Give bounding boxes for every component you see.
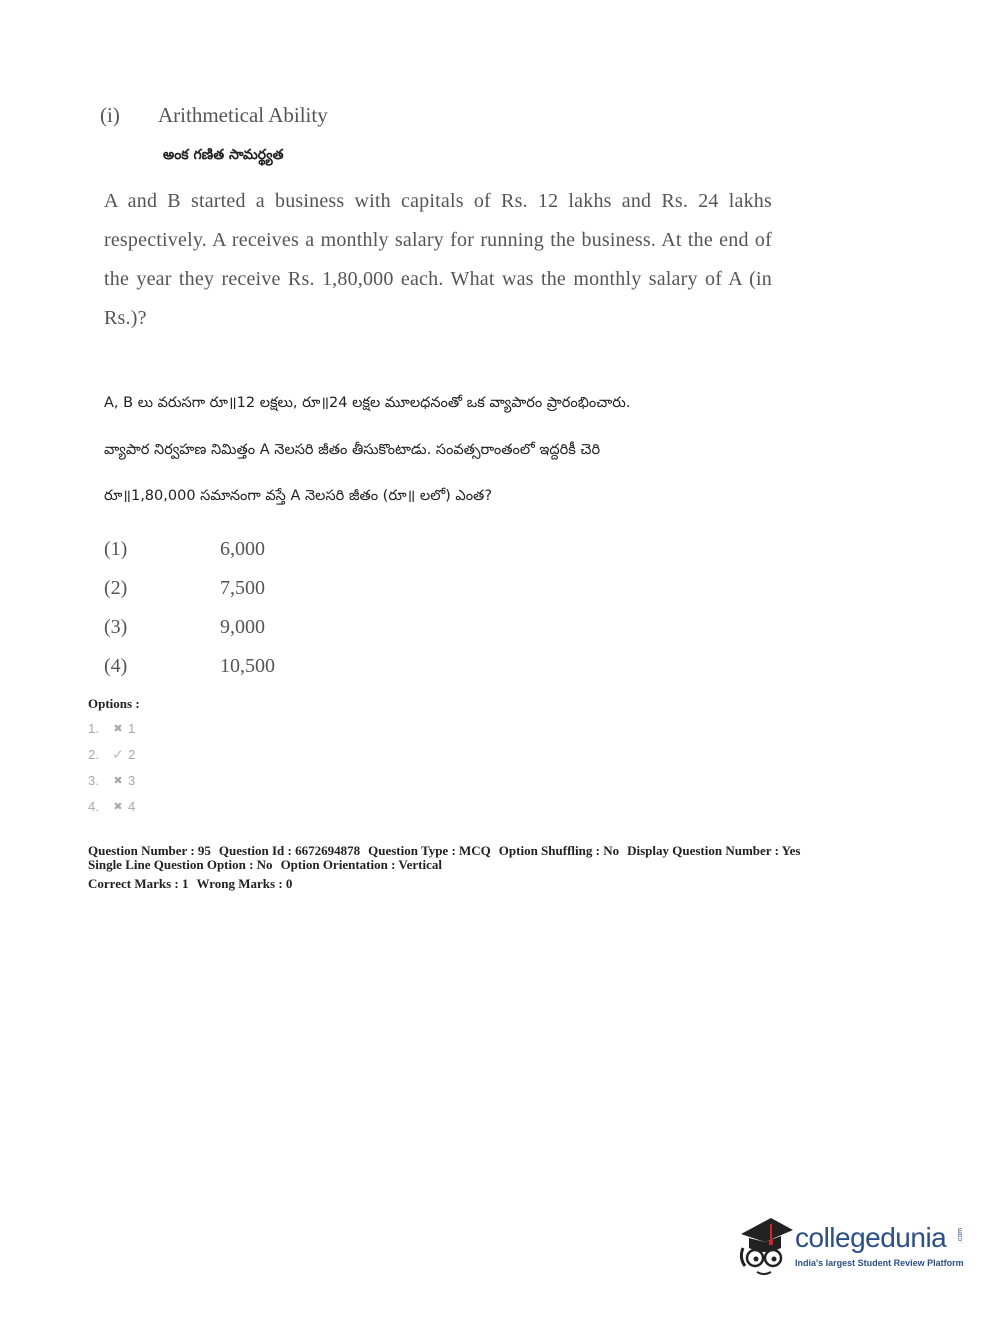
choice-number: (4) — [104, 655, 128, 677]
telugu-line-2: వ్యాపార నిర్వహణ నిమిత్తం A నెలసరి జీతం తీసుకొంటాడు. సంవత్సరాంతంలో ఇద్దరికీ చెరి — [104, 441, 601, 458]
option-label: 3 — [128, 772, 136, 788]
option-3 — [88, 767, 140, 793]
telugu-line-1: A, B లు వరుసగా రూ॥12 లక్షలు, రూ॥24 లక్షల మూలధనంతో ఒక వ్యాపారం ప్రారంభించారు. — [104, 395, 631, 411]
meta-line-2 — [88, 858, 808, 872]
section-number: (i) — [100, 103, 120, 127]
choice-3 — [104, 616, 275, 655]
meta-line-1 — [88, 844, 808, 858]
brand-name: collegedunia — [795, 1222, 947, 1253]
choice-2 — [104, 577, 275, 616]
choice-4 — [104, 655, 275, 694]
option-label: 4 — [128, 798, 136, 814]
choice-number: (2) — [104, 577, 128, 599]
options-title: Options : — [88, 696, 140, 711]
option-4 — [88, 793, 140, 819]
option-number: 1. — [88, 720, 99, 736]
choice-number: (3) — [104, 616, 128, 638]
brand-suffix: .com — [957, 1227, 965, 1244]
wrong-marks: Wrong Marks : 0 — [196, 876, 293, 891]
choice-1 — [104, 538, 275, 577]
choice-value: 6,000 — [220, 538, 265, 560]
option-label: 1 — [128, 720, 136, 736]
option-shuffling: Option Shuffling : No — [498, 843, 620, 858]
question-type: Question Type : MCQ — [368, 843, 491, 858]
checkmark-icon: ✓ — [112, 745, 124, 762]
question-metadata — [88, 844, 808, 891]
display-question-number: Display Question Number : Yes — [627, 843, 801, 858]
question-id: Question Id : 6672694878 — [218, 843, 361, 858]
option-number: 4. — [88, 798, 99, 814]
question-number: Question Number : 95 — [88, 843, 211, 858]
collegedunia-logo — [735, 1212, 965, 1282]
option-number: 3. — [88, 772, 99, 788]
choice-value: 9,000 — [220, 616, 265, 638]
mascot-icon — [735, 1212, 795, 1282]
single-line-option: Single Line Question Option : No — [88, 857, 273, 872]
option-2 — [88, 741, 140, 767]
cross-icon: ✖ — [113, 774, 123, 787]
choice-number: (1) — [104, 538, 128, 560]
choice-value: 10,500 — [220, 655, 275, 677]
cross-icon: ✖ — [113, 722, 123, 735]
choice-value: 7,500 — [220, 577, 265, 599]
meta-line-3 — [88, 877, 808, 891]
section-title: Arithmetical Ability — [158, 103, 328, 127]
question-text-english: A and B started a business with capitals of Rs. 12 lakhs and Rs. 24 lakhs respectively. A receives a monthly salary for running the business. At the end of the year they receive Rs. 1,80,000 each. What was the monthly salary of A (in Rs.)? — [104, 190, 772, 329]
answer-choices — [104, 538, 275, 694]
question-text-telugu — [104, 380, 804, 520]
brand-tagline: India's largest Student Review Platform — [795, 1258, 964, 1268]
telugu-line-3: రూ॥1,80,000 సమానంగా వస్తే A నెలసరి జీతం (రూ॥ లలో) ఎంత? — [104, 488, 493, 504]
option-1 — [88, 715, 140, 741]
correct-marks: Correct Marks : 1 — [88, 876, 189, 891]
options-list — [88, 696, 140, 819]
option-number: 2. — [88, 746, 99, 762]
section-heading — [100, 103, 328, 128]
option-label: 2 — [128, 746, 136, 762]
cross-icon: ✖ — [113, 800, 123, 813]
option-orientation: Option Orientation : Vertical — [280, 857, 442, 872]
section-title-telugu: అంక గణిత సామర్థ్యత — [163, 147, 284, 163]
